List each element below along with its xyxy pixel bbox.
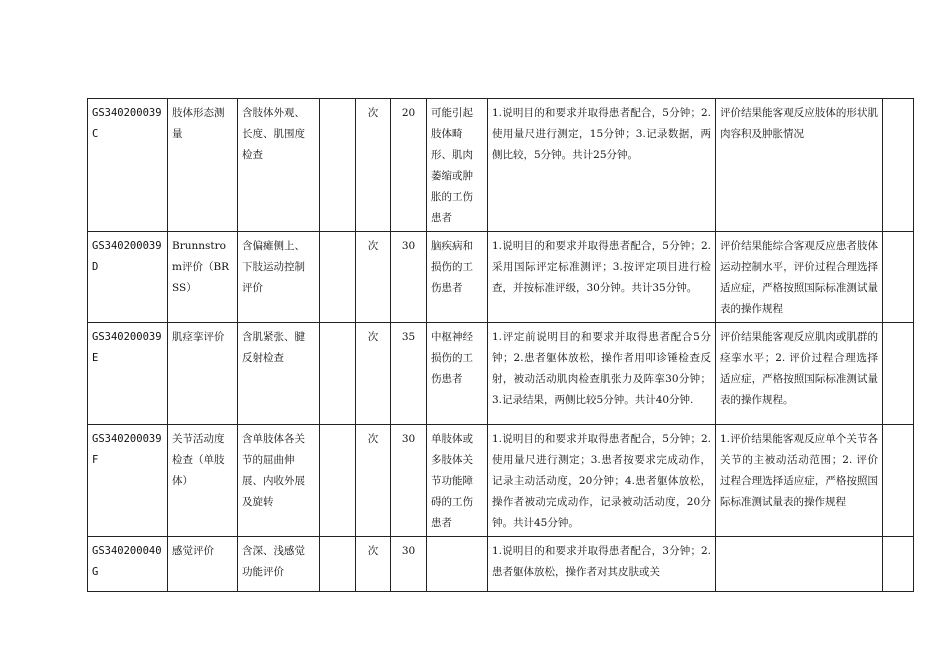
item-price: 35	[391, 323, 427, 425]
item-note	[883, 537, 914, 592]
item-extra	[320, 537, 356, 592]
item-note	[883, 425, 914, 537]
item-code: GS340200039D	[88, 232, 168, 323]
item-note	[883, 232, 914, 323]
item-content: 含肢体外观、长度、肌围度检查	[238, 99, 320, 232]
item-code: GS340200039C	[88, 99, 168, 232]
item-content: 含肌紧张、腱反射检查	[238, 323, 320, 425]
item-note	[883, 323, 914, 425]
item-scope: 脑疾病和损伤的工伤患者	[427, 232, 488, 323]
item-price: 30	[391, 537, 427, 592]
item-extra	[320, 323, 356, 425]
item-unit: 次	[356, 537, 391, 592]
item-standard: 评价结果能综合客观反应患者肢体运动控制水平，评价过程合理选择适应症，严格按照国际标准测试量表的操作规程	[716, 232, 883, 323]
item-name: 肢体形态测量	[168, 99, 238, 232]
item-unit: 次	[356, 99, 391, 232]
item-name: 肌痉挛评价	[168, 323, 238, 425]
item-extra	[320, 232, 356, 323]
item-code: GS340200040G	[88, 537, 168, 592]
item-method: 1.说明目的和要求并取得患者配合，3分钟；2.患者躯体放松，操作者对其皮肤或关	[488, 537, 716, 592]
item-price: 30	[391, 425, 427, 537]
item-content: 含偏瘫侧上、下肢运动控制评价	[238, 232, 320, 323]
item-content: 含深、浅感觉功能评价	[238, 537, 320, 592]
item-method: 1.说明目的和要求并取得患者配合，5分钟；2.使用量尺进行测定，15分钟；3.记录数据，两侧比较，5分钟。共计25分钟。	[488, 99, 716, 232]
table-row	[88, 99, 914, 232]
item-code: GS340200039F	[88, 425, 168, 537]
item-name: 感觉评价	[168, 537, 238, 592]
item-unit: 次	[356, 323, 391, 425]
item-price: 20	[391, 99, 427, 232]
item-method: 1.说明目的和要求并取得患者配合，5分钟；2.使用量尺进行测定；3.患者按要求完成动作，记录主动活动度，20分钟；4.患者躯体放松，操作者被动完成动作，记录被动活动度，20分钟。共计45分钟。	[488, 425, 716, 537]
item-content: 含单肢体各关节的屈曲伸展、内收外展及旋转	[238, 425, 320, 537]
item-extra	[320, 99, 356, 232]
item-scope: 可能引起肢体畸形、肌肉萎缩或肿胀的工伤患者	[427, 99, 488, 232]
item-note	[883, 99, 914, 232]
item-scope	[427, 537, 488, 592]
item-standard: 1.评价结果能客观反应单个关节各关节的主被动活动范围；2. 评价过程合理选择适应症，严格按照国际标准测试量表的操作规程	[716, 425, 883, 537]
item-method: 1.评定前说明目的和要求并取得患者配合5分钟；2.患者躯体放松，操作者用叩诊锤检查反射，被动活动肌肉检查肌张力及阵挛30分钟；3.记录结果，两侧比较5分钟。共计40分钟.	[488, 323, 716, 425]
table-row	[88, 232, 914, 323]
item-standard	[716, 537, 883, 592]
item-unit: 次	[356, 425, 391, 537]
item-standard: 评价结果能客观反应肢体的形状肌肉容积及肿胀情况	[716, 99, 883, 232]
item-name: 关节活动度检查（单肢体）	[168, 425, 238, 537]
item-code: GS340200039E	[88, 323, 168, 425]
table-row	[88, 425, 914, 537]
item-extra	[320, 425, 356, 537]
item-standard: 评价结果能客观反应肌肉或肌群的痉挛水平；2. 评价过程合理选择适应症，严格按照国际标准测试量表的操作规程。	[716, 323, 883, 425]
table-row	[88, 323, 914, 425]
item-name: Brunnstrom评价（BRSS）	[168, 232, 238, 323]
price-table	[87, 98, 914, 592]
item-scope: 单肢体或多肢体关节功能障碍的工伤患者	[427, 425, 488, 537]
item-scope: 中枢神经损伤的工伤患者	[427, 323, 488, 425]
item-price: 30	[391, 232, 427, 323]
table-row	[88, 537, 914, 592]
item-method: 1.说明目的和要求并取得患者配合，5分钟；2.采用国际评定标准测评；3.按评定项目进行检查，并按标准评级，30分钟。共计35分钟。	[488, 232, 716, 323]
item-unit: 次	[356, 232, 391, 323]
